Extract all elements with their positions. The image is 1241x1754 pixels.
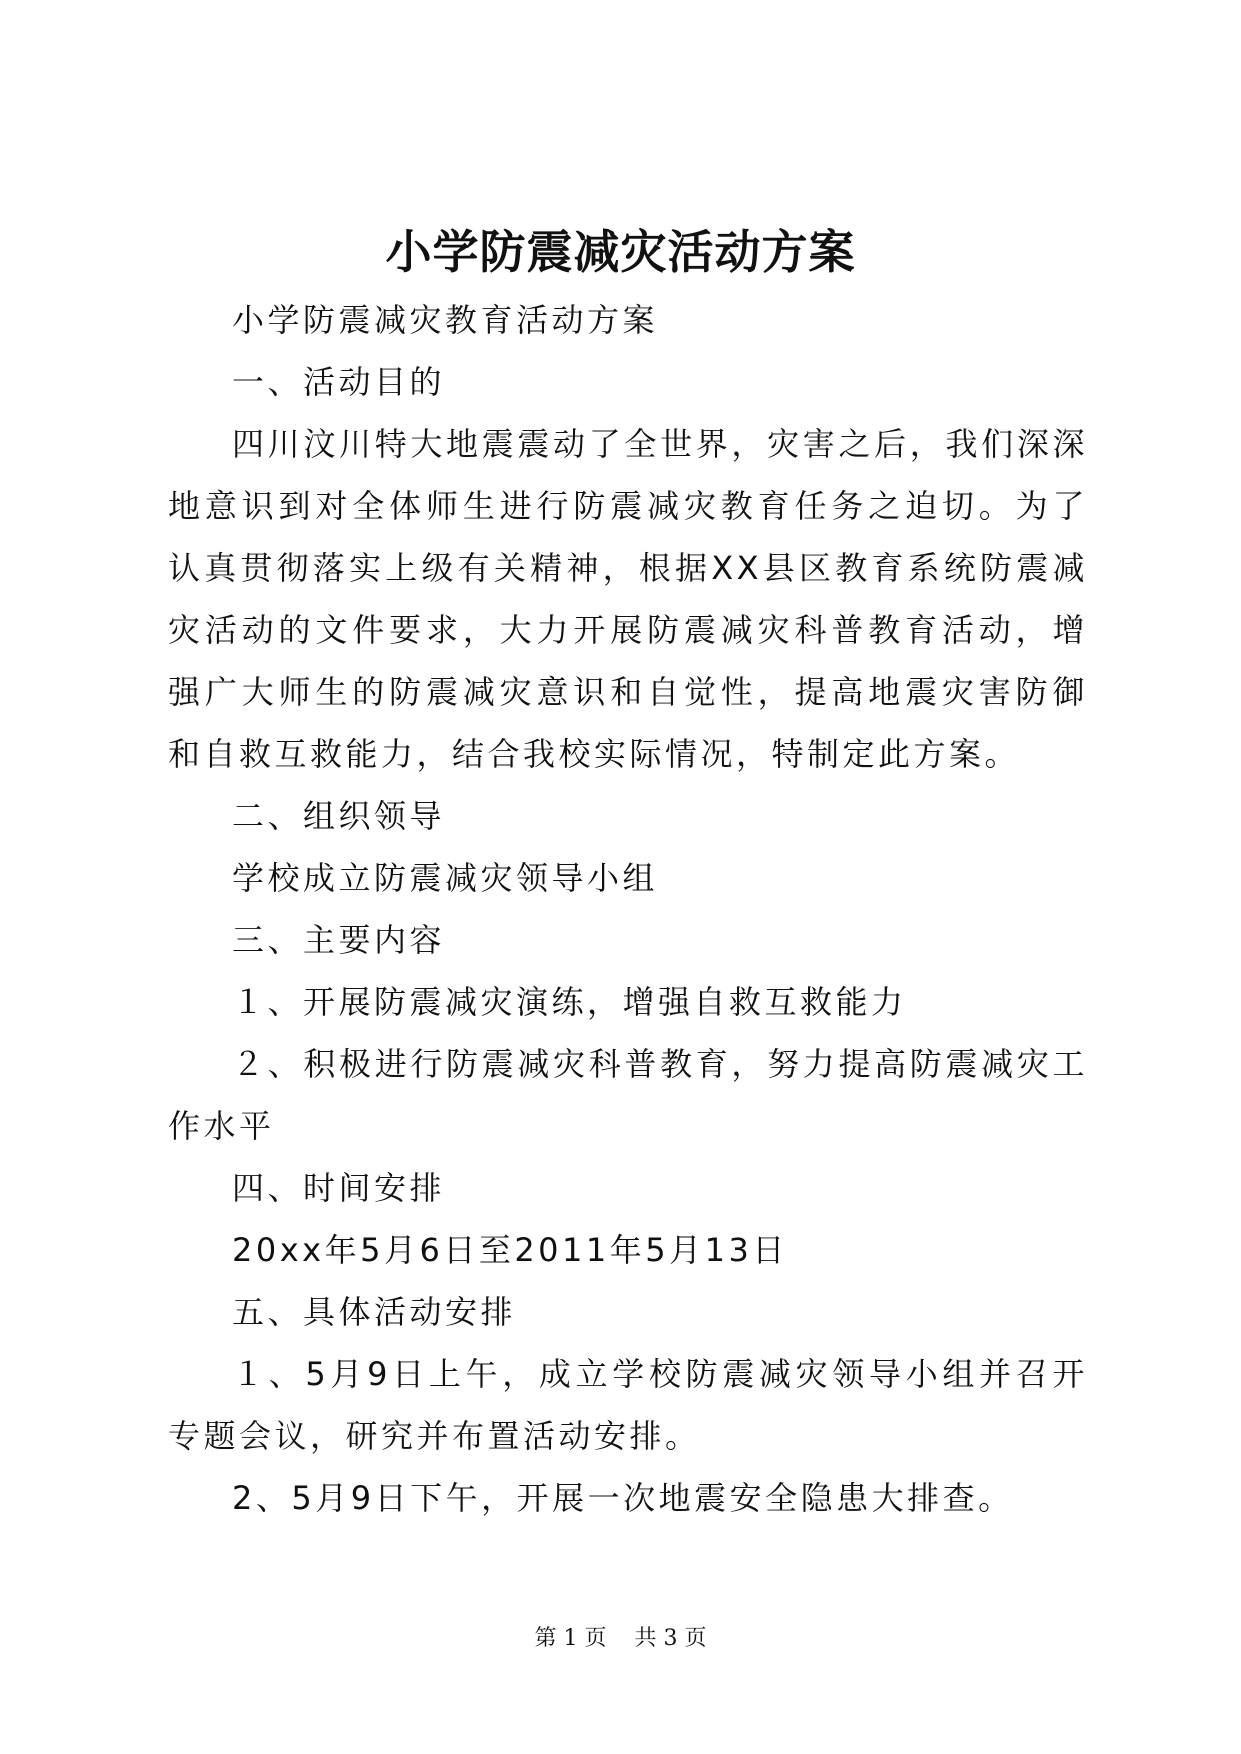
page-number: 第 1 页 [534,1626,607,1651]
paragraph-organization: 学校成立防震减灾领导小组 [232,859,659,897]
paragraph-subtitle: 小学防震减灾教育活动方案 [232,301,659,339]
heading-organization: 二、组织领导 [232,797,446,835]
document-title: 小学防震减灾活动方案 [385,225,856,279]
paragraph-schedule: 20xx年5月6日至2011年5月13日 [232,1231,788,1269]
heading-purpose: 一、活动目的 [232,363,446,401]
content-item-2: ２、积极进行防震减灾科普教育，努力提高防震减灾工作水平 [168,1045,1088,1145]
document-body [168,289,1088,1529]
content-item-1: １、开展防震减灾演练，增强自救互救能力 [232,983,907,1021]
page-total: 共 3 页 [634,1626,707,1651]
activity-item-2: 2、5月9日下午，开展一次地震安全隐患大排查。 [232,1479,1014,1517]
activity-item-1: １、5月9日上午，成立学校防震减灾领导小组并召开专题会议，研究并布置活动安排。 [168,1355,1088,1455]
paragraph-purpose: 四川汶川特大地震震动了全世界，灾害之后，我们深深地意识到对全体师生进行防震减灾教育任务之迫切。为了认真贯彻落实上级有关精神，根据XX县区教育系统防震减灾活动的文件要求，大力开展防震减灾科普教育活动，增强广大师生的防震减灾意识和自觉性，提高地震灾害防御和自救互救能力，结合我校实际情况，特制定此方案。 [168,425,1088,773]
heading-schedule: 四、时间安排 [232,1169,446,1207]
page-footer [0,1624,1241,1654]
heading-activities: 五、具体活动安排 [232,1293,517,1331]
heading-content: 三、主要内容 [232,921,446,959]
